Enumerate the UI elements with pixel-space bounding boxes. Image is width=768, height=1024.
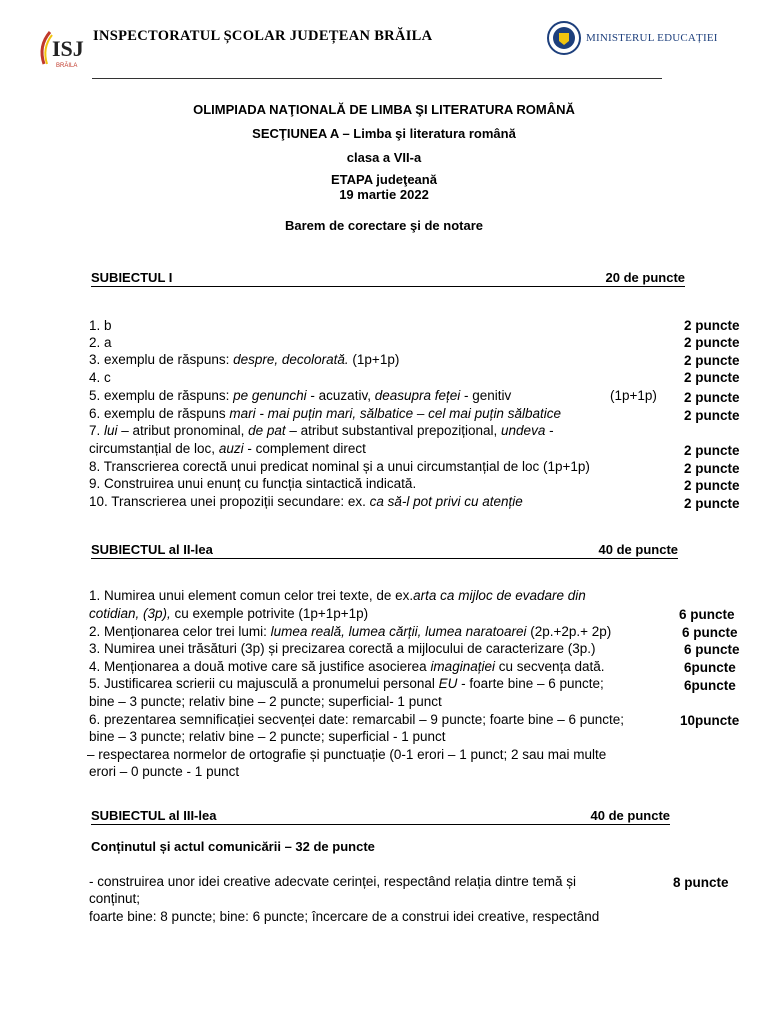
s1-item-4: 4. c <box>89 370 111 385</box>
s2-item-6-points: 10puncte <box>680 713 740 728</box>
title-olympiad: OLIMPIADA NAŢIONALĂ DE LIMBA ŞI LITERATURA ROMÂNĂ <box>193 102 575 117</box>
s1-item-7-line2: circumstanțial de loc, auzi - complement direct <box>89 441 366 456</box>
s2-item-4: 4. Menționarea a două motive care să justifice asocierea imaginației cu secvența dată. <box>89 659 605 674</box>
s1-item-8: 8. Transcrierea corectă unui predicat nominal și a unui circumstanțial de loc (1p+1p) <box>89 459 590 474</box>
s1-item-5-score: (1p+1p) <box>610 388 657 403</box>
s2-item-5-points: 6puncte <box>684 678 736 693</box>
s1-item-10: 10. Transcrierea unei propoziții secundare: ex. ca să-l pot privi cu atenție <box>89 494 523 509</box>
s1-item-10-points: 2 puncte <box>684 496 740 511</box>
s2-item-2-points: 6 puncte <box>682 625 738 640</box>
isj-logo <box>36 26 86 69</box>
s1-item-3-points: 2 puncte <box>684 353 740 368</box>
s1-item-4-points: 2 puncte <box>684 370 740 385</box>
s2-item-3-points: 6 puncte <box>684 642 740 657</box>
inspectorate-name: INSPECTORATUL ȘCOLAR JUDEȚEAN BRĂILA <box>93 28 433 44</box>
s2-item-5-line1: 5. Justificarea scrierii cu majusculă a pronumelui personal EU - foarte bine – 6 puncte; <box>89 676 604 691</box>
s1-item-6: 6. exemplu de răspuns mari - mai puțin mari, sălbatice – cel mai puțin sălbatice <box>89 406 561 421</box>
title-barem: Barem de corectare şi de notare <box>285 218 483 233</box>
s1-item-6-points: 2 puncte <box>684 408 740 423</box>
s2-item-1-line1: 1. Numirea unui element comun celor trei texte, de ex.arta ca mijloc de evadare din <box>89 588 586 603</box>
s2-item-2: 2. Menționarea celor trei lumi: lumea reală, lumea cărții, lumea naratoarei (2p.+2p.+ 2p) <box>89 624 612 639</box>
s2-points: 40 de puncte <box>598 542 678 557</box>
s1-item-1: 1. b <box>89 318 112 333</box>
s3-points: 40 de puncte <box>590 808 670 823</box>
s3-subheading: Conținutul și actul comunicării – 32 de puncte <box>91 839 375 854</box>
s2-item-7-line2: erori – 0 puncte - 1 punct <box>89 764 240 779</box>
s2-item-7-line1: – respectarea normelor de ortografie și punctuație (0-1 erori – 1 punct; 2 sau mai multe <box>87 747 607 762</box>
s2-item-1-line2: cotidian, (3p), cu exemple potrivite (1p+1p+1p) <box>89 606 369 621</box>
s2-heading-label: SUBIECTUL al II-lea <box>91 542 213 557</box>
s1-item-2-points: 2 puncte <box>684 335 740 350</box>
s2-item-1-points: 6 puncte <box>679 607 735 622</box>
header-divider <box>92 78 662 79</box>
s3-item-1-points: 8 puncte <box>673 875 729 890</box>
svg-text:BRĂILA: BRĂILA <box>56 63 78 69</box>
s1-item-2: 2. a <box>89 335 112 350</box>
s2-item-6-line2: bine – 3 puncte; relativ bine – 2 puncte; superficial - 1 punct <box>89 729 446 744</box>
s3-item-1-line1: - construirea unor idei creative adecvate cerinței, respectând relația dintre temă și <box>89 874 576 889</box>
s1-item-3: 3. exemplu de răspuns: despre, decolorată. (1p+1p) <box>89 352 400 367</box>
s1-item-5-points: 2 puncte <box>684 390 740 405</box>
s1-points: 20 de puncte <box>605 270 685 285</box>
s2-item-3: 3. Numirea unei trăsături (3p) și precizarea corectă a mijlocului de caracterizare (3p.) <box>89 641 596 656</box>
s1-heading <box>91 270 685 287</box>
s1-item-5: 5. exemplu de răspuns: pe genunchi - acuzativ, deasupra feței - genitiv <box>89 388 512 403</box>
s1-item-7-line1: 7. lui – atribut pronominal, de pat – atribut substantival prepozițional, undeva - <box>89 423 554 438</box>
s3-heading-label: SUBIECTUL al III-lea <box>91 808 217 823</box>
s1-item-9-points: 2 puncte <box>684 478 740 493</box>
s1-item-8-points: 2 puncte <box>684 461 740 476</box>
svg-text:ISJ: ISJ <box>52 36 84 61</box>
s1-item-1-points: 2 puncte <box>684 318 740 333</box>
s1-item-7-points: 2 puncte <box>684 443 740 458</box>
title-stage: ETAPA judeţeană <box>331 172 437 187</box>
s3-item-1-line2: conținut; <box>89 891 141 906</box>
s3-heading <box>91 808 670 825</box>
ministry-name: MINISTERUL EDUCAȚIEI <box>586 32 718 44</box>
title-section: SECŢIUNEA A – Limba şi literatura română <box>252 126 516 141</box>
title-class: clasa a VII-a <box>346 150 422 165</box>
title-date: 19 martie 2022 <box>339 187 429 202</box>
s2-heading <box>91 542 678 559</box>
s1-item-9: 9. Construirea unui enunț cu funcția sintactică indicată. <box>89 476 417 491</box>
s3-item-2: foarte bine: 8 puncte; bine: 6 puncte; încercare de a construi idei creative, respectând <box>89 909 600 924</box>
ministry-emblem-icon <box>546 20 582 56</box>
s1-heading-label: SUBIECTUL I <box>91 270 173 285</box>
s2-item-5-line2: bine – 3 puncte; relativ bine – 2 puncte; superficial- 1 punct <box>89 694 442 709</box>
s2-item-6-line1: 6. prezentarea semnificației secvenței date: remarcabil – 9 puncte; foarte bine – 6 puncte; <box>89 712 625 727</box>
s2-item-4-points: 6puncte <box>684 660 736 675</box>
